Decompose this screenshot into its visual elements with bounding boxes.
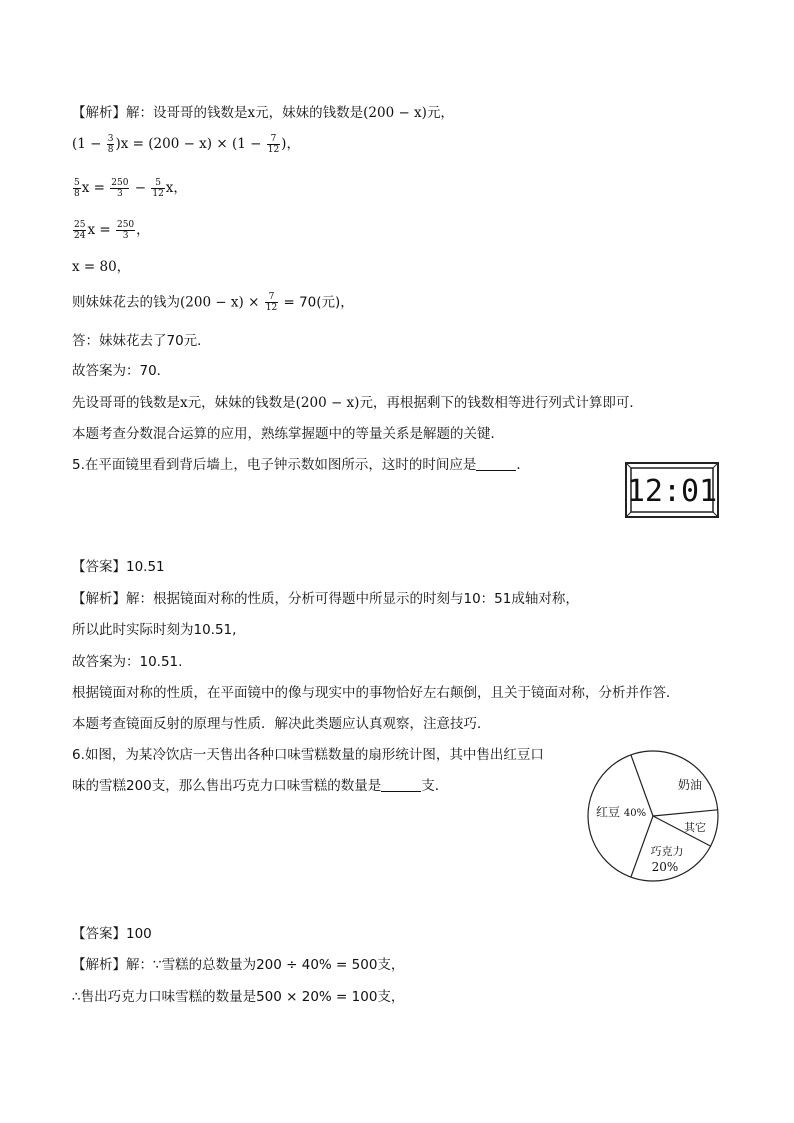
answer-blank xyxy=(476,457,516,471)
q4-equation-2: $\frac{5}{8}$ x = $\frac{250}{3}$ − $\frac{5}{12}$ x， xyxy=(74,178,187,199)
q4-equation-1: (1 − $\frac{3}{8}$ )x = (200 − x) × (1 − $\frac{7}{12}$ )， xyxy=(72,134,300,155)
q4-method: 先设哥哥的钱数是x元，妹妹的钱数是(200 − x)元，再根据剩下的钱数相等进行列式计算即可． xyxy=(72,395,643,411)
q5-question: 5.在平面镜里看到背后墙上，电子钟示数如图所示，这时的时间应是 ． xyxy=(72,457,530,473)
answer-blank xyxy=(381,778,421,792)
q4-analysis-line-1: 【解析】解：设哥哥的钱数是x元，妹妹的钱数是(200 − x)元， xyxy=(72,105,454,121)
q5-analysis-line-4: 根据镜面对称的性质，在平面镜中的像与现实中的事物恰好左右颠倒，且关于镜面对称，分析并作答． xyxy=(72,685,680,701)
pie-label-qita: 其它 xyxy=(684,821,706,834)
q6-analysis-line-1: 【解析】解：∵雪糕的总数量为200 ÷ 40% = 500支， xyxy=(72,957,405,973)
q6-question-line-1: 6.如图，为某冷饮店一天售出各种口味雪糕数量的扇形统计图，其中售出红豆口 xyxy=(72,747,544,763)
q4-comment: 本题考查分数混合运算的应用，熟练掌握题中的等量关系是解题的关键． xyxy=(72,426,504,442)
q4-answer-sentence: 答：妹妹花去了70元． xyxy=(72,333,211,349)
q6-answer: 【答案】100 xyxy=(72,926,152,942)
q4-equation-4: x = 80， xyxy=(72,259,131,275)
fraction-3-8: $\frac{3}{8}$ xyxy=(107,134,114,155)
pie-label-qiaokeli-pct: 20% xyxy=(651,860,679,874)
q4-final-answer: 故答案为：70． xyxy=(72,363,171,379)
fraction-7-12: $\frac{7}{12}$ xyxy=(267,134,280,155)
q4-analysis-line-6: 则妹妹花去的钱为(200 − x) × $\frac{7}{12}$ = 70(元)， xyxy=(72,292,354,313)
q6-question-line-2: 味的雪糕200支，那么售出巧克力口味雪糕的数量是 支． xyxy=(72,778,449,794)
pie-label-naiyou: 奶油 xyxy=(677,778,703,792)
q5-analysis-line-3: 故答案为：10.51. xyxy=(72,654,183,670)
q4-equation-3: $\frac{25}{24}$ x = $\frac{250}{3}$ ， xyxy=(74,220,150,241)
clock-digits: 12:01 xyxy=(626,474,718,509)
q5-analysis-line-5: 本题考查镜面反射的原理与性质．解决此类题应认真观察，注意技巧． xyxy=(72,716,491,732)
q6-analysis-line-2: ∴售出巧克力口味雪糕的数量是500 × 20% = 100支， xyxy=(72,989,405,1005)
q5-analysis-line-2: 所以此时实际时刻为10.51, xyxy=(72,622,237,638)
pie-chart xyxy=(583,748,723,884)
pie-label-hongdou: 红豆 xyxy=(595,805,621,819)
analysis-tag: 【解析】 xyxy=(72,105,126,121)
q5-analysis-line-1: 【解析】解：根据镜面对称的性质，分析可得题中所显示的时刻与10：51成轴对称， xyxy=(72,591,579,607)
q5-answer: 【答案】10.51 xyxy=(72,559,165,575)
digital-clock-figure xyxy=(625,462,719,518)
pie-label-qiaokeli: 巧克力 xyxy=(650,845,684,858)
pie-label-hongdou-pct: 40% xyxy=(623,808,647,819)
